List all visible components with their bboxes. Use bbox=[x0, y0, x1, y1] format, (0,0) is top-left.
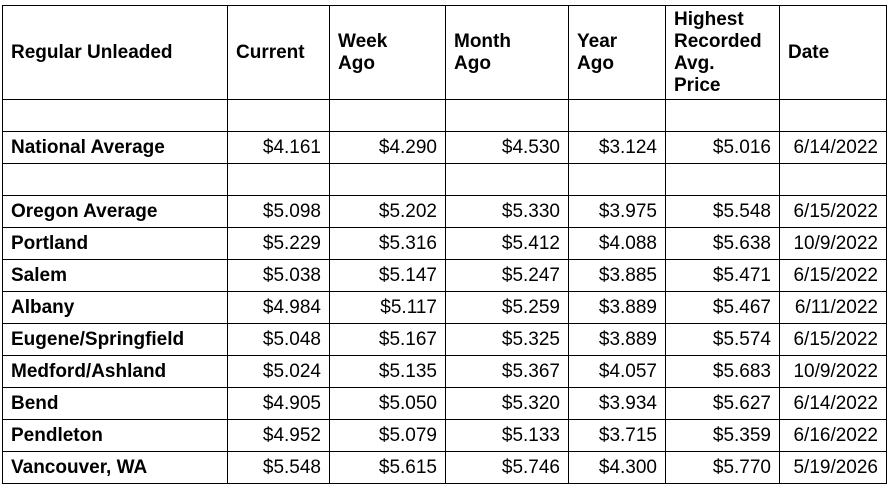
highest-price: $5.548 bbox=[666, 196, 780, 228]
week-ago-price: $5.316 bbox=[330, 228, 446, 260]
month-ago-price: $5.247 bbox=[446, 260, 569, 292]
record-date: 6/14/2022 bbox=[780, 132, 887, 164]
gas-price-table bbox=[2, 5, 887, 484]
month-ago-price: $5.330 bbox=[446, 196, 569, 228]
month-ago-price: $5.325 bbox=[446, 324, 569, 356]
highest-price: $5.574 bbox=[666, 324, 780, 356]
header-row bbox=[3, 6, 887, 100]
row-name: Medford/Ashland bbox=[3, 356, 228, 388]
highest-price: $5.467 bbox=[666, 292, 780, 324]
year-ago-price: $4.088 bbox=[569, 228, 666, 260]
year-ago-price: $3.889 bbox=[569, 292, 666, 324]
header-current: Current bbox=[228, 6, 330, 100]
record-date: 10/9/2022 bbox=[780, 228, 887, 260]
record-date: 6/15/2022 bbox=[780, 260, 887, 292]
table-row bbox=[3, 196, 887, 228]
blank-cell bbox=[780, 100, 887, 132]
current-price: $4.161 bbox=[228, 132, 330, 164]
month-ago-price: $5.320 bbox=[446, 388, 569, 420]
highest-price: $5.471 bbox=[666, 260, 780, 292]
row-name: Pendleton bbox=[3, 420, 228, 452]
header-regular-unleaded: Regular Unleaded bbox=[3, 6, 228, 100]
header-highest-line2: Recorded bbox=[674, 30, 762, 52]
row-name: Eugene/Springfield bbox=[3, 324, 228, 356]
week-ago-price: $5.117 bbox=[330, 292, 446, 324]
header-date: Date bbox=[780, 6, 887, 100]
header-week-ago-line1: Week bbox=[338, 30, 388, 52]
blank-row bbox=[3, 164, 887, 196]
highest-price: $5.638 bbox=[666, 228, 780, 260]
blank-cell bbox=[3, 100, 228, 132]
table-row bbox=[3, 228, 887, 260]
week-ago-price: $5.050 bbox=[330, 388, 446, 420]
highest-price: $5.359 bbox=[666, 420, 780, 452]
current-price: $5.038 bbox=[228, 260, 330, 292]
blank-cell bbox=[569, 164, 666, 196]
header-month-ago bbox=[446, 6, 569, 100]
month-ago-price: $5.412 bbox=[446, 228, 569, 260]
month-ago-price: $5.133 bbox=[446, 420, 569, 452]
week-ago-price: $5.135 bbox=[330, 356, 446, 388]
table-row bbox=[3, 420, 887, 452]
table-row bbox=[3, 452, 887, 484]
header-highest-line4: Price bbox=[674, 74, 721, 96]
highest-price: $5.770 bbox=[666, 452, 780, 484]
year-ago-price: $3.975 bbox=[569, 196, 666, 228]
week-ago-price: $5.167 bbox=[330, 324, 446, 356]
blank-cell bbox=[446, 164, 569, 196]
highest-price: $5.683 bbox=[666, 356, 780, 388]
record-date: 10/9/2022 bbox=[780, 356, 887, 388]
month-ago-price: $5.746 bbox=[446, 452, 569, 484]
header-highest-line1: Highest bbox=[674, 8, 744, 30]
record-date: 6/11/2022 bbox=[780, 292, 887, 324]
record-date: 6/16/2022 bbox=[780, 420, 887, 452]
week-ago-price: $5.615 bbox=[330, 452, 446, 484]
header-year-ago-line1: Year bbox=[577, 30, 618, 52]
highest-price: $5.627 bbox=[666, 388, 780, 420]
blank-cell bbox=[446, 100, 569, 132]
week-ago-price: $4.290 bbox=[330, 132, 446, 164]
current-price: $5.548 bbox=[228, 452, 330, 484]
header-year-ago bbox=[569, 6, 666, 100]
blank-cell bbox=[780, 164, 887, 196]
month-ago-price: $5.259 bbox=[446, 292, 569, 324]
header-highest-recorded bbox=[666, 6, 780, 100]
year-ago-price: $4.057 bbox=[569, 356, 666, 388]
record-date: 5/19/2026 bbox=[780, 452, 887, 484]
year-ago-price: $3.715 bbox=[569, 420, 666, 452]
record-date: 6/14/2022 bbox=[780, 388, 887, 420]
week-ago-price: $5.147 bbox=[330, 260, 446, 292]
year-ago-price: $3.885 bbox=[569, 260, 666, 292]
current-price: $5.098 bbox=[228, 196, 330, 228]
table-row bbox=[3, 388, 887, 420]
blank-cell bbox=[228, 164, 330, 196]
year-ago-price: $3.124 bbox=[569, 132, 666, 164]
month-ago-price: $5.367 bbox=[446, 356, 569, 388]
current-price: $4.952 bbox=[228, 420, 330, 452]
record-date: 6/15/2022 bbox=[780, 324, 887, 356]
row-name: Vancouver, WA bbox=[3, 452, 228, 484]
current-price: $5.048 bbox=[228, 324, 330, 356]
row-name: Portland bbox=[3, 228, 228, 260]
month-ago-price: $4.530 bbox=[446, 132, 569, 164]
row-name: Oregon Average bbox=[3, 196, 228, 228]
week-ago-price: $5.202 bbox=[330, 196, 446, 228]
blank-cell bbox=[666, 100, 780, 132]
table-row bbox=[3, 356, 887, 388]
highest-price: $5.016 bbox=[666, 132, 780, 164]
header-week-ago-line2: Ago bbox=[338, 52, 375, 74]
current-price: $5.229 bbox=[228, 228, 330, 260]
header-month-ago-line1: Month bbox=[454, 30, 511, 52]
header-year-ago-line2: Ago bbox=[577, 52, 614, 74]
row-name: Bend bbox=[3, 388, 228, 420]
header-week-ago bbox=[330, 6, 446, 100]
blank-cell bbox=[330, 164, 446, 196]
blank-cell bbox=[3, 164, 228, 196]
year-ago-price: $3.934 bbox=[569, 388, 666, 420]
table-row bbox=[3, 292, 887, 324]
blank-cell bbox=[228, 100, 330, 132]
year-ago-price: $3.889 bbox=[569, 324, 666, 356]
current-price: $4.984 bbox=[228, 292, 330, 324]
blank-cell bbox=[569, 100, 666, 132]
record-date: 6/15/2022 bbox=[780, 196, 887, 228]
week-ago-price: $5.079 bbox=[330, 420, 446, 452]
blank-cell bbox=[666, 164, 780, 196]
current-price: $4.905 bbox=[228, 388, 330, 420]
row-name: Albany bbox=[3, 292, 228, 324]
table-row bbox=[3, 324, 887, 356]
row-name: Salem bbox=[3, 260, 228, 292]
table-row bbox=[3, 260, 887, 292]
header-highest-line3: Avg. bbox=[674, 52, 715, 74]
row-name: National Average bbox=[3, 132, 228, 164]
blank-row bbox=[3, 100, 887, 132]
year-ago-price: $4.300 bbox=[569, 452, 666, 484]
table-row-national-average bbox=[3, 132, 887, 164]
blank-cell bbox=[330, 100, 446, 132]
current-price: $5.024 bbox=[228, 356, 330, 388]
header-month-ago-line2: Ago bbox=[454, 52, 491, 74]
